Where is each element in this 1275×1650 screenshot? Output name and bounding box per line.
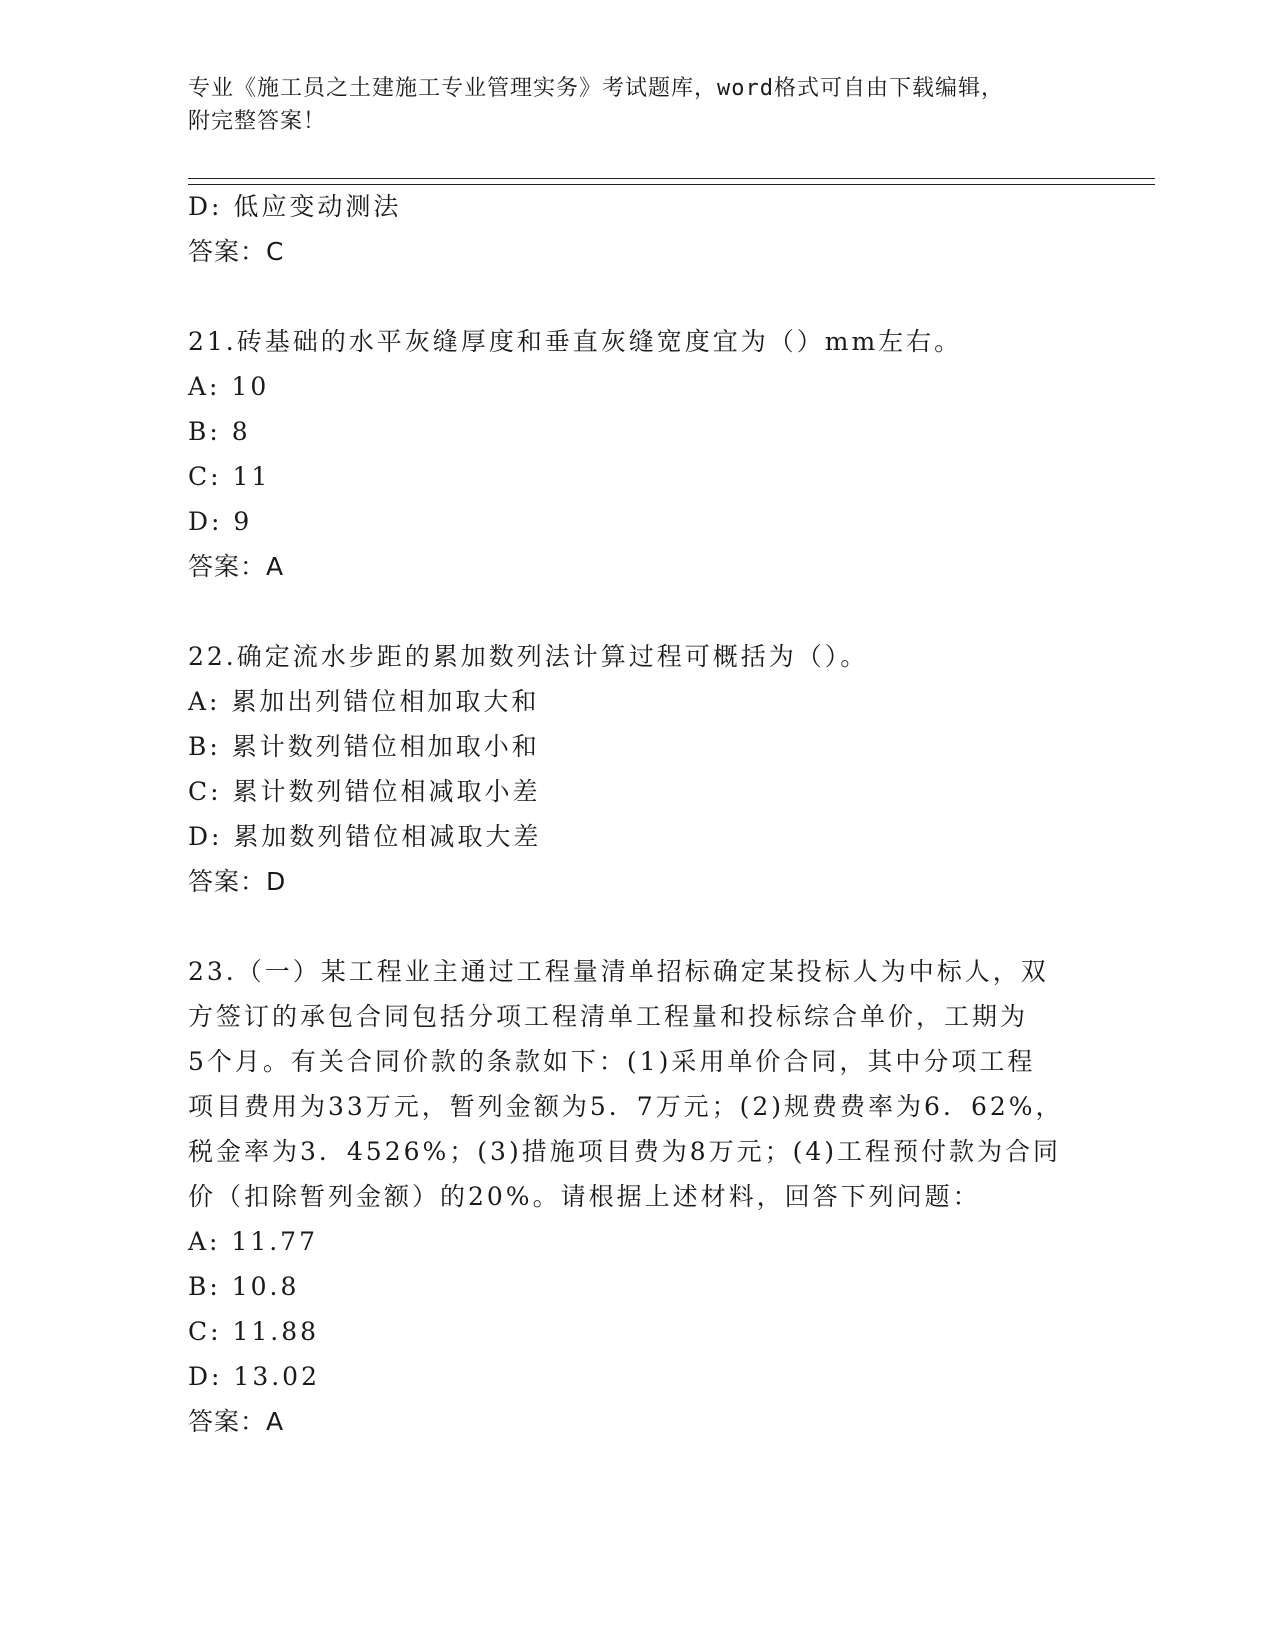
q23-option-b: B: 10.8 [188,1272,300,1301]
q21-answer: 答案：A [188,552,285,581]
q21-option-a: A: 10 [188,372,270,401]
q23-answer: 答案：A [188,1407,285,1436]
q23-option-a: A: 11.77 [188,1227,318,1256]
q23-stem-line: 项目费用为33万元，暂列金额为5．7万元；(2)规费费率为6．62%， [188,1092,1064,1121]
q22-option-b: B: 累计数列错位相加取小和 [188,732,540,761]
q23-stem-line: 5个月。有关合同价款的条款如下：(1)采用单价合同，其中分项工程 [188,1047,1036,1076]
q23-stem-line: 23.（一）某工程业主通过工程量清单招标确定某投标人为中标人，双 [188,957,1049,986]
header-divider-bottom [188,184,1155,185]
q23-stem-line: 价（扣除暂列金额）的20%。请根据上述材料，回答下列问题： [188,1182,981,1211]
q22-stem: 22.确定流水步距的累加数列法计算过程可概括为（）。 [188,642,869,671]
q21-option-b: B: 8 [188,417,251,446]
q23-option-c: C: 11.88 [188,1317,320,1346]
q22-option-a: A: 累加出列错位相加取大和 [188,687,540,716]
document-header [188,72,1088,138]
prev-option-d: D: 低应变动测法 [188,192,402,221]
header-line-1: 专业《施工员之土建施工专业管理实务》考试题库，word格式可自由下载编辑， [188,76,1004,101]
q21-option-c: C: 11 [188,462,271,491]
q22-option-d: D: 累加数列错位相减取大差 [188,822,542,851]
q23-option-d: D: 13.02 [188,1362,320,1391]
prev-answer: 答案：C [188,237,285,266]
q21-option-d: D: 9 [188,507,253,536]
q21-stem: 21.砖基础的水平灰缝厚度和垂直灰缝宽度宜为（）mm左右。 [188,327,963,356]
q22-option-c: C: 累计数列错位相减取小差 [188,777,541,806]
header-divider-top [188,178,1155,179]
q23-stem-line: 方签订的承包合同包括分项工程清单工程量和投标综合单价，工期为 [188,1002,1029,1031]
q23-stem-line: 税金率为3．4526%；(3)措施项目费为8万元；(4)工程预付款为合同 [188,1137,1062,1166]
header-line-2: 附完整答案！ [188,109,327,134]
q22-answer: 答案：D [188,867,287,896]
